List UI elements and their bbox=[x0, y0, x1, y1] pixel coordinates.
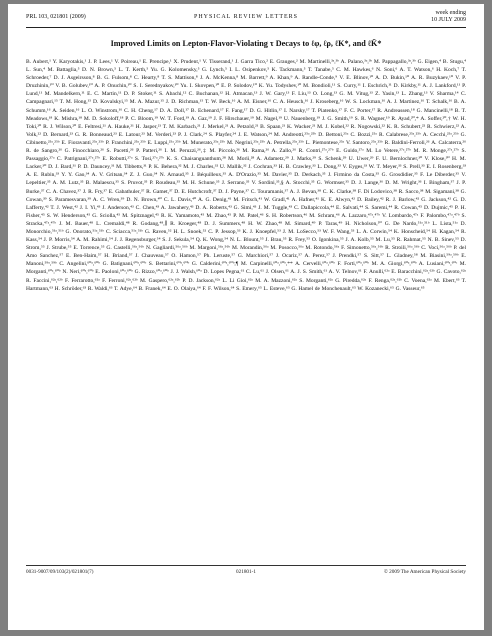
issue-date: 10 JULY 2009 bbox=[431, 17, 466, 23]
page-footer bbox=[26, 569, 466, 581]
page-number: 021801-1 bbox=[236, 569, 256, 575]
page-header bbox=[26, 10, 466, 26]
copyright: © 2009 The American Physical Society bbox=[383, 569, 466, 575]
author-list bbox=[26, 58, 466, 544]
week-ending-label: week ending bbox=[435, 10, 466, 16]
issue-date-block bbox=[431, 10, 466, 24]
paper-title: Improved Limits on Lepton-Flavor-Violating τ Decays to ℓφ, ℓρ, ℓK*, and ℓK̄* bbox=[110, 39, 382, 48]
journal-citation: PRL 103, 021801 (2009) bbox=[26, 14, 86, 20]
journal-name: PHYSICAL REVIEW LETTERS bbox=[194, 14, 298, 20]
journal-page bbox=[8, 4, 484, 630]
author-names: B. Aubert,¹ Y. Karyotakis,¹ J. P. Lees,¹ V. Poireau,¹ E. Prencipe,¹ X. Prudent,¹ V. Tisserand,¹ J. Garra Tico,² E. Grauges,² M. Martinelli,³ᵃ,³ᵇ A. Palano,³ᵃ,³ᵇ M. Pappagallo,³ᵃ,³ᵇ G. Eigen,⁴ B. Stugu,⁴ L. Sun,⁴ M. Battaglia,⁵ D. N. Brown,⁵ L. T. Kerth,⁵ Yu. G. Kolomensky,⁵ G. Lynch,⁵ I. L. Osipenkov,⁵ K. Tackmann,⁵ T. Tanabe,⁵ C. M. Hawkes,⁶ N. Soni,⁶ A. T. Watson,⁶ H. Koch,⁷ T. Schroeder,⁷ D. J. Asgeirsson,⁸ B. G. Fulsom,⁸ C. Hearty,⁸ T. S. Mattison,⁸ J. A. McKenna,⁸ M. Barrett,⁹ A. Khan,⁹ A. Randle-Conde,⁹ V. E. Blinov,¹⁰ A. D. Bukin,¹⁰ A. R. Buzykaev,¹⁰ V. P. Druzhinin,¹⁰ V. B. Golubev,¹⁰ A. P. Onuchin,¹⁰ S. I. Serednyakov,¹⁰ Yu. I. Skovpen,¹⁰ E. P. Solodov,¹⁰ K. Yu. Todyshev,¹⁰ M. Bondioli,¹¹ S. Curry,¹¹ I. Eschrich,¹¹ D. Kirkby,¹¹ A. J. Lankford,¹¹ P. Lund,¹¹ M. Mandelkern,¹¹ E. C. Martin,¹¹ D. P. Stoker,¹¹ S. Abachi,¹² C. Buchanan,¹² H. Atmacan,¹³ J. W. Gary,¹³ F. Liu,¹³ O. Long,¹³ G. M. Vitug,¹³ Z. Yasin,¹³ L. Zhang,¹³ V. Sharma,¹⁴ C. Campagnari,¹⁵ T. M. Hong,¹⁵ D. Kovalskyi,¹⁵ M. A. Mazur,¹⁵ J. D. Richman,¹⁵ T. W. Beck,¹⁶ A. M. Eisner,¹⁶ C. A. Heusch,¹⁶ J. Kroseberg,¹⁶ W. S. Lockman,¹⁶ A. J. Martinez,¹⁶ T. Schalk,¹⁶ B. A. Schumm,¹⁶ A. Seiden,¹⁶ L. O. Winstrom,¹⁶ C. H. Cheng,¹⁷ D. A. Doll,¹⁷ B. Echenard,¹⁷ F. Fang,¹⁷ D. G. Hitlin,¹⁷ I. Narsky,¹⁷ T. Piatenko,¹⁷ F. C. Porter,¹⁷ R. Andreassen,¹⁸ G. Mancinelli,¹⁸ B. T. Meadows,¹⁸ K. Mishra,¹⁸ M. D. Sokoloff,¹⁸ P. C. Bloom,¹⁹ W. T. Ford,¹⁹ A. Gaz,¹⁹ J. F. Hirschauer,¹⁹ M. Nagel,¹⁹ U. Nauenberg,¹⁹ J. G. Smith,¹⁹ S. R. Wagner,¹⁹ R. Ayad,²⁰,* A. Soffer,²⁰,† W. H. Toki,²⁰ R. J. Wilson,²⁰ E. Feltresi,²¹ A. Hauke,²¹ H. Jasper,²¹ T. M. Karbach,²¹ J. Merkel,²¹ A. Petzold,²¹ B. Spaan,²¹ K. Wacker,²¹ M. J. Kobel,²² R. Nogowski,²² K. R. Schubert,²² R. Schwierz,²² A. Volk,²² D. Bernard,²³ G. R. Bonneaud,²³ E. Latour,²³ M. Verderi,²³ P. J. Clark,²⁴ S. Playfer,²⁴ J. E. Watson,²⁴ M. Andreotti,²⁵ᵃ,²⁵ᵇ D. Bettoni,²⁵ᵃ C. Bozzi,²⁵ᵃ R. Calabrese,²⁵ᵃ,²⁵ᵇ A. Cecchi,²⁵ᵃ,²⁵ᵇ G. Cibinetto,²⁵ᵃ,²⁵ᵇ E. Fioravanti,²⁵ᵃ,²⁵ᵇ P. Franchini,²⁵ᵃ,²⁵ᵇ E. Luppi,²⁵ᵃ,²⁵ᵇ M. Munerato,²⁵ᵃ,²⁵ᵇ M. Negrini,²⁵ᵃ,²⁵ᵇ A. Petrella,²⁵ᵃ,²⁵ᵇ L. Piemontese,²⁵ᵃ V. Santoro,²⁵ᵃ,²⁵ᵇ R. Baldini-Ferroli,²⁶ A. Calcaterra,²⁶ R. de Sangro,²⁶ G. Finocchiaro,²⁶ S. Pacetti,²⁶ P. Patteri,²⁶ I. M. Peruzzi,²⁶,‡ M. Piccolo,²⁶ M. Rama,²⁶ A. Zallo,²⁶ R. Contri,²⁷ᵃ,²⁷ᵇ E. Guido,²⁷ᵃ M. Lo Vetere,²⁷ᵃ,²⁷ᵇ M. R. Monge,²⁷ᵃ,²⁷ᵇ S. Passaggio,²⁷ᵃ C. Patrignani,²⁷ᵃ,²⁷ᵇ E. Robutti,²⁷ᵃ S. Tosi,²⁷ᵃ,²⁷ᵇ K. S. Chaisanguanthum,²⁸ M. Morii,²⁸ A. Adametz,²⁹ J. Marks,²⁹ S. Schenk,²⁹ U. Uwer,²⁹ F. U. Bernlochner,³⁰ V. Klose,³⁰ H. M. Lacker,³⁰ D. J. Bard,³¹ P. D. Dauncey,³¹ M. Tibbetts,³¹ P. K. Behera,³² M. J. Charles,³² U. Mallik,³² J. Cochran,³³ H. B. Crawley,³³ L. Dong,³³ V. Eyges,³³ W. T. Meyer,³³ S. Prell,³³ E. I. Rosenberg,³³ A. E. Rubin,³³ Y. Y. Gao,³⁴ A. V. Gritsan,³⁴ Z. J. Guo,³⁴ N. Arnaud,³⁵ J. Béquilleux,³⁵ A. D'Orazio,³⁵ M. Davier,³⁵ D. Derkach,³⁵ J. Firmino da Costa,³⁵ G. Grosdidier,³⁵ F. Le Diberder,³⁵ V. Lepeltier,³⁵ A. M. Lutz,³⁵ B. Malaescu,³⁵ S. Pruvot,³⁵ P. Roudeau,³⁵ M. H. Schune,³⁵ J. Serrano,³⁵ V. Sordini,³⁵,§ A. Stocchi,³⁵ G. Wormser,³⁵ D. J. Lange,³⁶ D. M. Wright,³⁶ I. Bingham,³⁷ J. P. Burke,³⁷ C. A. Chavez,³⁷ J. R. Fry,³⁷ E. Gabathuler,³⁷ R. Gamet,³⁷ D. E. Hutchcroft,³⁷ D. J. Payne,³⁷ C. Touramanis,³⁷ A. J. Bevan,³⁸ C. K. Clarke,³⁸ F. Di Lodovico,³⁸ R. Sacco,³⁸ M. Sigamani,³⁸ G. Cowan,³⁹ S. Paramesvaran,³⁹ A. C. Wren,³⁹ D. N. Brown,⁴⁰ C. L. Davis,⁴⁰ A. G. Denig,⁴¹ M. Fritsch,⁴¹ W. Gradl,⁴¹ A. Hafner,⁴¹ K. E. Alwyn,⁴² D. Bailey,⁴² R. J. Barlow,⁴² G. Jackson,⁴² G. D. Lafferty,⁴² T. J. West,⁴² J. I. Yi,⁴³ J. Anderson,⁴³ C. Chen,⁴³ A. Jawahery,⁴³ D. A. Roberts,⁴³ G. Simi,⁴³ J. M. Tuggle,⁴³ C. Dallapiccola,⁴⁴ E. Salvati,⁴⁴ S. Saremi,⁴⁴ R. Cowan,⁴⁵ D. Dujmic,⁴⁵ P. H. Fisher,⁴⁵ S. W. Henderson,⁴⁵ G. Sciolla,⁴⁵ M. Spitznagel,⁴⁵ R. K. Yamamoto,⁴⁵ M. Zhao,⁴⁵ P. M. Patel,⁴⁶ S. H. Robertson,⁴⁶ M. Schram,⁴⁶ A. Lazzaro,⁴⁷ᵃ,⁴⁷ᵇ V. Lombardo,⁴⁷ᵃ F. Palombo,⁴⁷ᵃ,⁴⁷ᵇ S. Stracka,⁴⁷ᵃ,⁴⁷ᵇ J. M. Bauer,⁴⁸ L. Cremaldi,⁴⁸ R. Godang,⁴⁸,∥ R. Kroeger,⁴⁸ D. J. Summers,⁴⁸ H. W. Zhao,⁴⁸ M. Simard,⁴⁹ P. Taras,⁴⁹ H. Nicholson,⁵⁰ G. De Nardo,⁵¹ᵃ,⁵¹ᵇ L. Lista,⁵¹ᵃ D. Monorchio,⁵¹ᵃ,⁵¹ᵇ G. Onorato,⁵¹ᵃ,⁵¹ᵇ C. Sciacca,⁵¹ᵃ,⁵¹ᵇ G. Raven,⁵² H. L. Snoek,⁵² C. P. Jessop,⁵³ K. J. Knoepfel,⁵³ J. M. LoSecco,⁵³ W. F. Wang,⁵³ L. A. Corwin,⁵⁴ K. Honscheid,⁵⁴ H. Kagan,⁵⁴ R. Kass,⁵⁴ J. P. Morris,⁵⁴ A. M. Rahimi,⁵⁴ J. J. Regensburger,⁵⁴ S. J. Sekula,⁵⁴ Q. K. Wong,⁵⁴ N. L. Blount,⁵⁵ J. Brau,⁵⁵ R. Frey,⁵⁵ O. Igonkina,⁵⁵ J. A. Kolb,⁵⁵ M. Lu,⁵⁵ R. Rahmat,⁵⁵ N. B. Sinev,⁵⁵ D. Strom,⁵⁵ J. Strube,⁵⁵ E. Torrence,⁵⁵ G. Castelli,⁵⁶ᵃ,⁵⁶ᵇ N. Gagliardi,⁵⁶ᵃ,⁵⁶ᵇ M. Margoni,⁵⁶ᵃ,⁵⁶ᵇ M. Morandin,⁵⁶ᵃ M. Posocco,⁵⁶ᵃ M. Rotondo,⁵⁶ᵃ F. Simonetto,⁵⁶ᵃ,⁵⁶ᵇ R. Stroili,⁵⁶ᵃ,⁵⁶ᵇ C. Voci,⁵⁶ᵃ,⁵⁶ᵇ P. del Amo Sanchez,⁵⁷ E. Ben-Haim,⁵⁷ H. Briand,⁵⁷ J. Chauveau,⁵⁷ O. Hamon,⁵⁷ Ph. Leruste,⁵⁷ G. Marchiori,⁵⁷ J. Ocariz,⁵⁷ A. Perez,⁵⁷ J. Prendki,⁵⁷ S. Sitt,⁵⁷ L. Gladney,⁵⁸ M. Biasini,⁵⁹ᵃ,⁵⁹ᵇ E. Manoni,⁵⁹ᵃ,⁵⁹ᵇ C. Angelini,⁶⁰ᵃ,⁶⁰ᵇ G. Batignani,⁶⁰ᵃ,⁶⁰ᵇ S. Bettarini,⁶⁰ᵃ,⁶⁰ᵇ G. Calderini,⁶⁰ᵃ,⁶⁰ᵇ,¶ M. Carpinelli,⁶⁰ᵃ,⁶⁰ᵇ,** A. Cervelli,⁶⁰ᵃ,⁶⁰ᵇ F. Forti,⁶⁰ᵃ,⁶⁰ᵇ M. A. Giorgi,⁶⁰ᵃ,⁶⁰ᵇ A. Lusiani,⁶⁰ᵃ,⁶⁰ᶜ M. Morganti,⁶⁰ᵃ,⁶⁰ᵇ N. Neri,⁶⁰ᵃ,⁶⁰ᵇ E. Paoloni,⁶⁰ᵃ,⁶⁰ᵇ G. Rizzo,⁶⁰ᵃ,⁶⁰ᵇ J. J. Walsh,⁶⁰ᵃ D. Lopes Pegna,⁶¹ C. Lu,⁶¹ J. Olsen,⁶¹ A. J. S. Smith,⁶¹ A. V. Telnov,⁶¹ F. Anulli,⁶²ᵃ E. Baracchini,⁶²ᵃ,⁶²ᵇ G. Cavoto,⁶²ᵃ R. Faccini,⁶²ᵃ,⁶²ᵇ F. Ferrarotto,⁶²ᵃ F. Ferroni,⁶²ᵃ,⁶²ᵇ M. Gaspero,⁶²ᵃ,⁶²ᵇ P. D. Jackson,⁶²ᵃ L. Li Gioi,⁶²ᵃ M. A. Mazzoni,⁶²ᵃ S. Morganti,⁶²ᵃ G. Piredda,⁶²ᵃ F. Renga,⁶²ᵃ,⁶²ᵇ C. Voena,⁶²ᵃ M. Ebert,⁶³ T. Hartmann,⁶³ H. Schröder,⁶³ R. Waldi,⁶³ T. Adye,⁶⁴ B. Franek,⁶⁴ E. O. Olaiya,⁶⁴ F. F. Wilson,⁶⁴ S. Emery,⁶⁵ L. Esteve,⁶⁵ G. Hamel de Monchenault,⁶⁵ W. Kozanecki,⁶⁵ G. Vasseur,⁶⁵ bbox=[26, 59, 466, 292]
footer-rule bbox=[26, 565, 466, 566]
article-code: 0031-9007/09/103(2)/021801(7) bbox=[26, 569, 94, 575]
header-rule bbox=[26, 27, 466, 28]
